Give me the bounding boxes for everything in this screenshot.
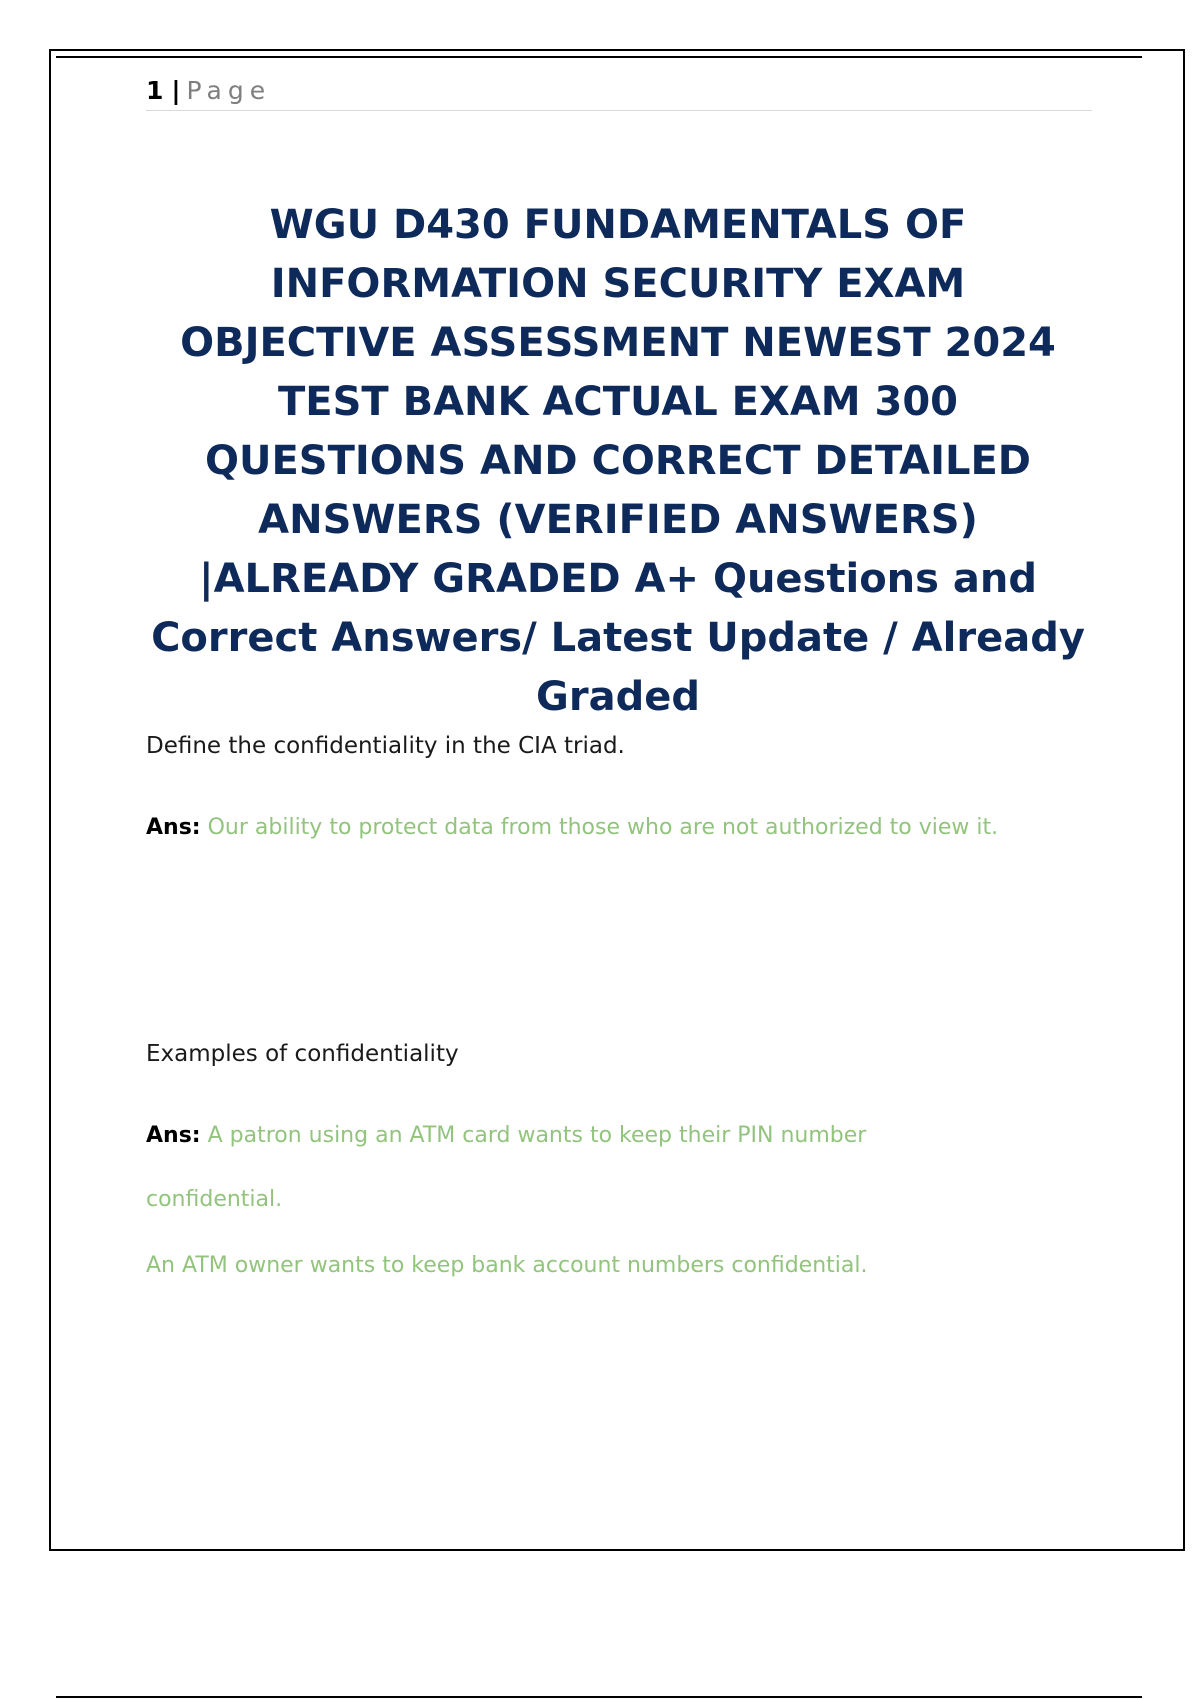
question-text: Define the confidentiality in the CIA triad. <box>146 733 625 759</box>
document-title: WGU D430 FUNDAMENTALS OF INFORMATION SECURITY EXAM OBJECTIVE ASSESSMENT NEWEST 2024 TEST BANK ACTUAL EXAM 300 QUESTIONS AND CORRECT DETAILED ANSWERS (VERIFIED ANSWERS) |ALREADY GRADED A+ Questions and Correct Answers/ Latest Update / Already Graded <box>151 202 1085 720</box>
qa-item-1 <box>146 730 1096 860</box>
answer-text: A patron using an ATM card wants to keep their PIN number confidential. <box>146 1123 867 1212</box>
answer-paragraph <box>146 796 1096 860</box>
answer-paragraph <box>146 1104 976 1232</box>
answer-label: Ans: <box>146 1123 201 1148</box>
bottom-rule <box>56 1696 1142 1698</box>
page-separator: | <box>171 76 181 105</box>
qa-item-2 <box>146 1038 1096 1282</box>
page-number: 1 <box>146 76 164 105</box>
top-rule <box>56 56 1142 58</box>
answer-text: Our ability to protect data from those who are not authorized to view it. <box>207 815 999 840</box>
answer-text-extra: An ATM owner wants to keep bank account numbers confidential. <box>146 1253 868 1278</box>
page-header <box>146 74 1092 111</box>
question-text: Examples of confidentiality <box>146 1041 459 1067</box>
page-label: Page <box>186 76 272 105</box>
answer-label: Ans: <box>146 815 201 840</box>
